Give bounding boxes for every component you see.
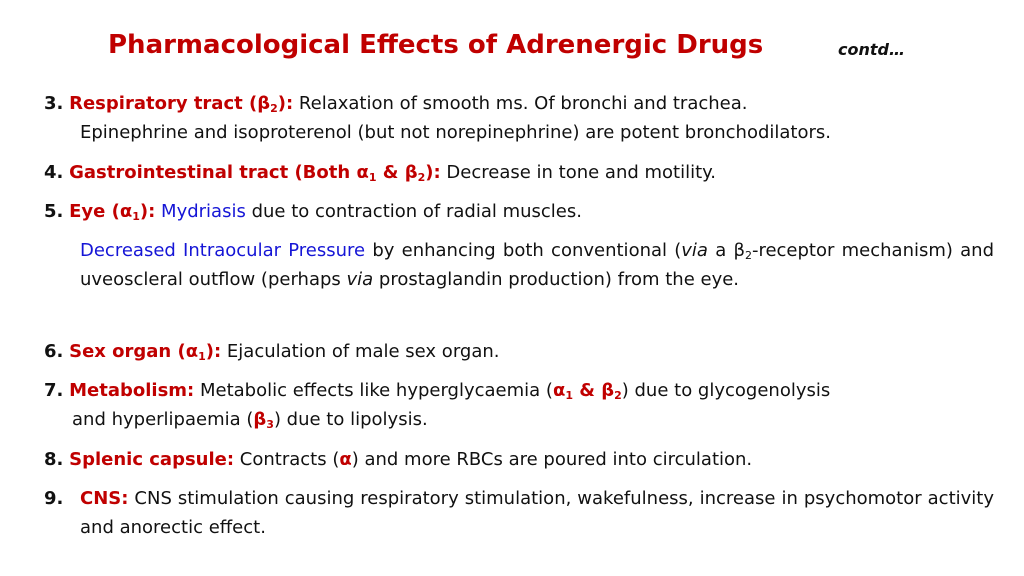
list-item-gastrointestinal <box>44 158 994 187</box>
item-text: Relaxation of smooth ms. Of bronchi and trachea. <box>293 93 748 114</box>
item-number: 9. <box>44 488 64 509</box>
contd-label: contd… <box>838 40 905 59</box>
item-text: CNS stimulation causing respiratory stimulation, wakefulness, increase in psychomotor activity and anorectic effect. <box>80 488 994 538</box>
item-text: Ejaculation of male sex organ. <box>221 341 500 362</box>
item-number: 3. <box>44 93 64 114</box>
item-number: 8. <box>44 449 64 470</box>
list-item-eye <box>44 197 994 226</box>
list-item-respiratory <box>44 89 994 147</box>
item-heading: Metabolism: <box>69 380 195 401</box>
item-heading: Sex organ $(\alpha_1)$: <box>69 341 222 363</box>
mydriasis-term: Mydriasis <box>155 201 246 222</box>
item-text: Decrease in tone and motility. <box>440 162 716 183</box>
list-item-metabolism: 7. Metabolism: Metabolic effects like hyperglycaemia ($\alpha_1$ & $\beta_2$) due to glycogenolysis and hyperlipaemia $(\beta_3)$ due to lipolysis. <box>44 376 994 434</box>
item-number: 6. <box>44 341 64 362</box>
item-heading: Gastrointestinal tract (Both $\alpha_1$ & $\beta_2$): <box>69 162 441 184</box>
intraocular-pressure-term: Decreased Intraocular Pressure <box>80 240 366 261</box>
list-item-cns <box>44 484 994 542</box>
item-number: 5. <box>44 201 64 222</box>
item-text-continued: Epinephrine and isoproterenol (but not norepinephrine) are potent bronchodilators. <box>80 122 831 143</box>
item-number: 7. <box>44 380 64 401</box>
item-heading: Splenic capsule: <box>69 449 235 470</box>
item-text: due to contraction of radial muscles. <box>245 201 582 222</box>
slide-title: Pharmacological Effects of Adrenergic Drugs <box>108 30 764 60</box>
item-heading: Eye $(\alpha_1)$: <box>69 201 156 223</box>
item-text-continued: and hyperlipaemia $(\beta_3)$ due to lipolysis. <box>72 409 428 431</box>
item-heading: CNS: <box>80 488 129 509</box>
item-heading: Respiratory tract $(\beta_2)$: <box>69 93 294 115</box>
list-item-splenic-capsule: 8. Splenic capsule: Contracts (α) and more RBCs are poured into circulation. <box>44 449 753 470</box>
item-number: 4. <box>44 162 64 183</box>
list-item-sex-organ <box>44 337 994 366</box>
intraocular-pressure-paragraph: Decreased Intraocular Pressure by enhancing both conventional (via a $\beta_2$-receptor mechanism) and uveoscleral outflow (perhaps via prostaglandin production) from the eye. <box>80 240 995 290</box>
